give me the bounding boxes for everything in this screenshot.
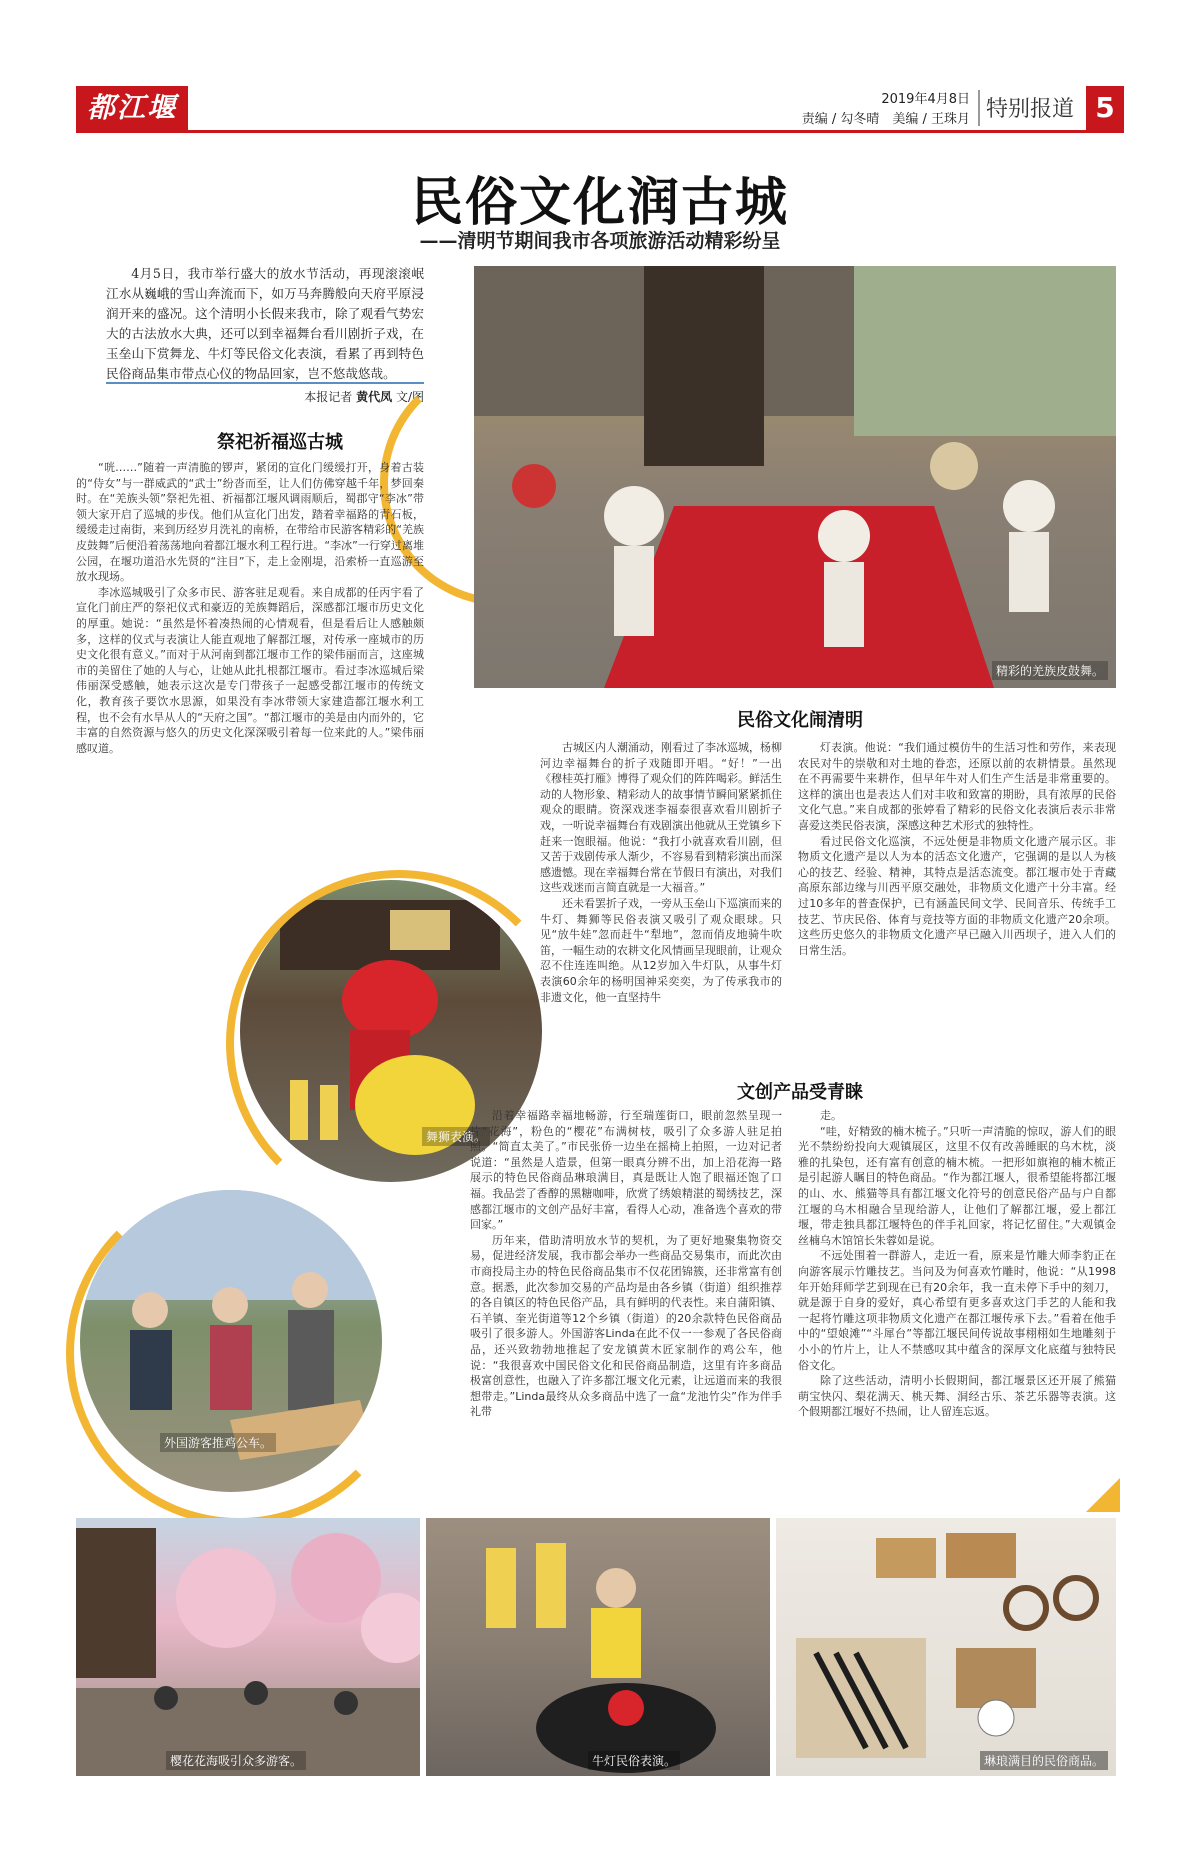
- section2-heading: 民俗文化闹清明: [737, 710, 863, 731]
- section1-body: [76, 460, 424, 756]
- article-intro: 4月5日，我市举行盛大的放水节活动，再现滚滚岷江水从巍峨的雪山奔流而下，如万马奔腾般向天府平原浸润开来的盛况。这个清明小长假来我市，除了观看气势宏大的古法放水大典，还可以到幸福舞台看川剧折子戏，在玉垒山下赏舞龙、牛灯等民俗文化表演，看累了再到特色民俗商品集市带点心仪的物品回家，岂不悠哉悠哉。: [106, 266, 424, 381]
- section3-paragraph: 历年来，借助清明放水节的契机，为了更好地聚集物资交易，促进经济发展，我市都会举办一些商品交易集市，而此次由市商投局主办的特色民俗商品集市不仅花团锦簇，还非常富有创意。据悉，此次参加交易的产品均是由各乡镇（街道）组织推荐的各自镇区的特色民俗产品，具有鲜明的代表性。来自蒲阳镇、石羊镇、奎光街道等12个乡镇（街道）的20余款特色民俗商品吸引了很多游人。外国游客Linda在此不仅一一参观了各民俗商品，还兴致勃勃地推起了安龙镇黄木匠家制作的鸡公车，他说：“我很喜欢中国民俗文化和民俗商品制造，这里有许多商品极富创意性，也融入了许多都江堰文化元素，让远道而来的我很想带走。”Linda最终从众多商品中选了一盒“龙池竹尖”作为伴手礼带: [470, 1233, 782, 1419]
- caption-folk-products: 琳琅满目的民俗商品。: [980, 1751, 1108, 1770]
- section3-col-right: [798, 1108, 1116, 1420]
- header-divider: [978, 90, 980, 126]
- section3-paragraph: 沿着幸福路幸福地畅游，行至瑞莲街口，眼前忽然呈现一片“花海”，粉色的“樱花”布满树枝，吸引了众多游人驻足拍照。“简直太美了。”市民张侨一边坐在摇椅上拍照，一边对记者说道：“虽然是人造景，但第一眼真分辨不出，加上沿花海一路展示的特色民俗商品琳琅满目，真是既让人饱了眼福还饱了口福。我品尝了香醇的黑糖咖啡，欣赏了绣娘精湛的蜀绣技艺，深感都江堰市的文创产品好丰富，看得人心动，准备选个喜欢的带回家。”: [470, 1109, 782, 1232]
- photo-cow-lantern: [426, 1518, 770, 1776]
- folk-products-illustration: [776, 1518, 1116, 1776]
- section3-paragraph: “哇，好精致的楠木梳子。”只听一声清脆的惊叹，游人们的眼光不禁纷纷投向大观镇展区，这里不仅有改善睡眠的乌木枕，淡雅的扎染包，还有富有创意的楠木梳。一把形如旗袍的楠木梳正是引起游人瞩目的特色商品。“作为都江堰人，很希望能将都江堰的山、水、熊猫等具有都江堰文化符号的创意民俗产品与户自都江堰的乌木相融合呈现给游人，让他们了解都江堰，爱上都江堰，带走独具都江堰特色的伴手礼回家，将记忆留住。”大观镇金丝楠乌木馆馆长朱蓉如是说。: [798, 1124, 1116, 1247]
- editors-credit: 责编 / 勾冬晴 美编 / 王珠月: [801, 112, 970, 127]
- issue-date: 2019年4月8日: [881, 92, 970, 107]
- section1-heading: 祭祀祈福巡古城: [217, 432, 343, 453]
- drum-dance-illustration: [474, 266, 1116, 688]
- section3-paragraph: 走。: [820, 1109, 842, 1122]
- caption-foreign-tourists: 外国游客推鸡公车。: [160, 1433, 276, 1452]
- byline-name: 黄代凤: [356, 390, 393, 404]
- section1-paragraph: “咣……”随着一声清脆的锣声，紧闭的宣化门缓缓打开，身着古装的“侍女”与一群威武的“武士”纷沓而至，让人们仿佛穿越千年，梦回秦时。在“羌族头领”祭祀先祖、祈福都江堰风调雨顺后，蜀郡守“李冰”带领大家开启了巡城的步伐。他们从宣化门出发，踏着幸福路的青石板，缓缓走过南街，来到历经岁月洗礼的南桥，在带给市民游客精彩的“羌族皮鼓舞”后便沿着荡荡地向着都江堰水利工程行进。“李冰”一行穿过离堆公园，在堰功道沿水先贤的“注目”下，走上金刚堤，沿索桥一直巡游至放水现场。: [76, 461, 424, 584]
- section2-paragraph: 灯表演。他说：“我们通过模仿牛的生活习性和劳作，来表现农民对牛的崇敬和对土地的眷恋，还原以前的农耕情景。虽然现在不再需要牛来耕作，但早年牛对人们生产生活是非常重要的。这样的演出也是表达人们对丰收和致富的期盼，具有浓厚的民俗文化气息。”来自成都的张婷看了精彩的民俗文化表演后表示非常喜爱这类民俗表演，深感这种艺术形式的独特性。: [798, 741, 1116, 832]
- article-subtitle: ——清明节期间我市各项旅游活动精彩纷呈: [419, 230, 781, 252]
- caption-cow-lantern: 牛灯民俗表演。: [588, 1751, 680, 1770]
- section3-paragraph: 不远处围着一群游人，走近一看，原来是竹雕大师李豹正在向游客展示竹雕技艺。当问及为何喜欢竹雕时，他说：“从1998年开始拜师学艺到现在已有20余年，我一直未停下手中的刻刀，就是源于自身的爱好，真心希望有更多喜欢这门手艺的人能和我一起将竹雕这项非物质文化遗产在都江堰传承下去。”看着在他手中的“望娘滩”“斗犀台”等都江堰民间传说故事栩栩如生地雕刻于小小的竹片上，让人不禁感叹其中蕴含的深厚文化底蕴与独特民俗文化。: [798, 1249, 1116, 1372]
- caption-drum-dance: 精彩的羌族皮鼓舞。: [992, 661, 1108, 680]
- photo-cherry-blossom: [76, 1518, 420, 1776]
- section2-col-right: [798, 740, 1116, 958]
- section3-col-left: [470, 1108, 782, 1420]
- article-title: 民俗文化润古城: [410, 172, 789, 233]
- caption-lion-dance: 舞狮表演。: [422, 1127, 490, 1146]
- cherry-blossom-illustration: [76, 1518, 420, 1776]
- masthead-logo: 都江堰报: [76, 86, 188, 130]
- section3-paragraph: 除了这些活动，清明小长假期间，都江堰景区还开展了熊猫萌宝快闪、梨花满天、桃天舞、洞经古乐、茶艺乐器等表演。这个假期都江堰好不热闹，让人留连忘返。: [798, 1374, 1116, 1419]
- byline: [240, 388, 424, 405]
- section2-paragraph: 还未看罢折子戏，一旁从玉垒山下巡演而来的牛灯、舞狮等民俗表演又吸引了观众眼球。只见“放牛娃”忽而赶牛“犁地”，忽而俏皮地骑牛吹笛，一幅生动的农耕文化风情画呈现眼前，让观众忍不住连连叫绝。从12岁加入牛灯队，从事牛灯表演60余年的杨明国神采奕奕，为了传承我市的非遗文化，他一直坚持牛: [540, 896, 782, 1004]
- section1-paragraph: 李冰巡城吸引了众多市民、游客驻足观看。来自成都的任丙宇看了宣化门前庄严的祭祀仪式和豪迈的羌族舞蹈后，深感都江堰市历史文化的厚重。她说：“虽然是怀着凑热闹的心情观看，但是看后让人感触颇多，这样的仪式与表演让人能直观地了解都江堰，对传承一座城市的历史文化很有意义。”而对于从河南到都江堰市工作的梁伟丽而言，这座城市的美留住了她的人与心，让她从此扎根都江堰市。看过李冰巡城后梁伟丽深受感触，她表示这次是专门带孩子一起感受都江堰市的传统文化，教育孩子要饮水思源，如果没有李冰带领大家建造都江堰水利工程，也不会有水旱从人的“天府之国”。“都江堰市的美是由内而外的，它丰富的自然资源与悠久的历史文化深深吸引着每一位来此的人。”梁伟丽感叹道。: [76, 585, 424, 755]
- section3-heading: 文创产品受青睐: [737, 1082, 863, 1103]
- intro-rule: [106, 382, 424, 384]
- corner-accent: [1086, 1478, 1120, 1512]
- section-name: 特别报道: [986, 97, 1075, 122]
- photo-foreign-tourists: [80, 1190, 382, 1492]
- section2-col-left: [540, 740, 782, 1005]
- cow-lantern-illustration: [426, 1518, 770, 1776]
- header-rule: [76, 130, 1124, 133]
- page-number: 5: [1086, 86, 1124, 130]
- section2-paragraph: 古城区内人潮涌动，刚看过了李冰巡城，杨柳河边幸福舞台的折子戏随即开唱。“好！”一出《穆桂英打雁》博得了观众们的阵阵喝彩。鲜活生动的人物形象、精彩动人的故事情节瞬间紧紧抓住观众的眼睛。资深戏迷李福泰很喜欢看川剧折子戏，一听说幸福舞台有戏剧演出他就从王党镇乡下赶来一饱眼福。他说：“我打小就喜欢看川剧，但又苦于戏剧传承人渐少，不容易看到精彩演出而深感遗憾。现在幸福舞台常在节假日有演出，对我们这些戏迷而言简直就是一大福音。”: [540, 741, 782, 895]
- caption-cherry-blossom: 樱花花海吸引众多游客。: [166, 1751, 306, 1770]
- byline-prefix: 本报记者: [304, 390, 353, 404]
- photo-drum-dance: [474, 266, 1116, 688]
- section2-paragraph: 看过民俗文化巡演，不远处便是非物质文化遗产展示区。非物质文化遗产是以人为本的活态文化遗产，它强调的是以人为核心的技艺、经验、精神，其特点是活态流变。都江堰市处于青藏高原东部边缘与川西平原交融处，非物质文化遗产十分丰富。经过10多年的普查保护，已有涵盖民间文学、民间音乐、传统手工技艺、节庆民俗、体育与竞技等方面的非物质文化遗产20余项。这些历史悠久的非物质文化遗产早已融入川西坝子，进入人们的日常生活。: [798, 834, 1116, 957]
- photo-folk-products: [776, 1518, 1116, 1776]
- byline-suffix: 文/图: [395, 390, 424, 404]
